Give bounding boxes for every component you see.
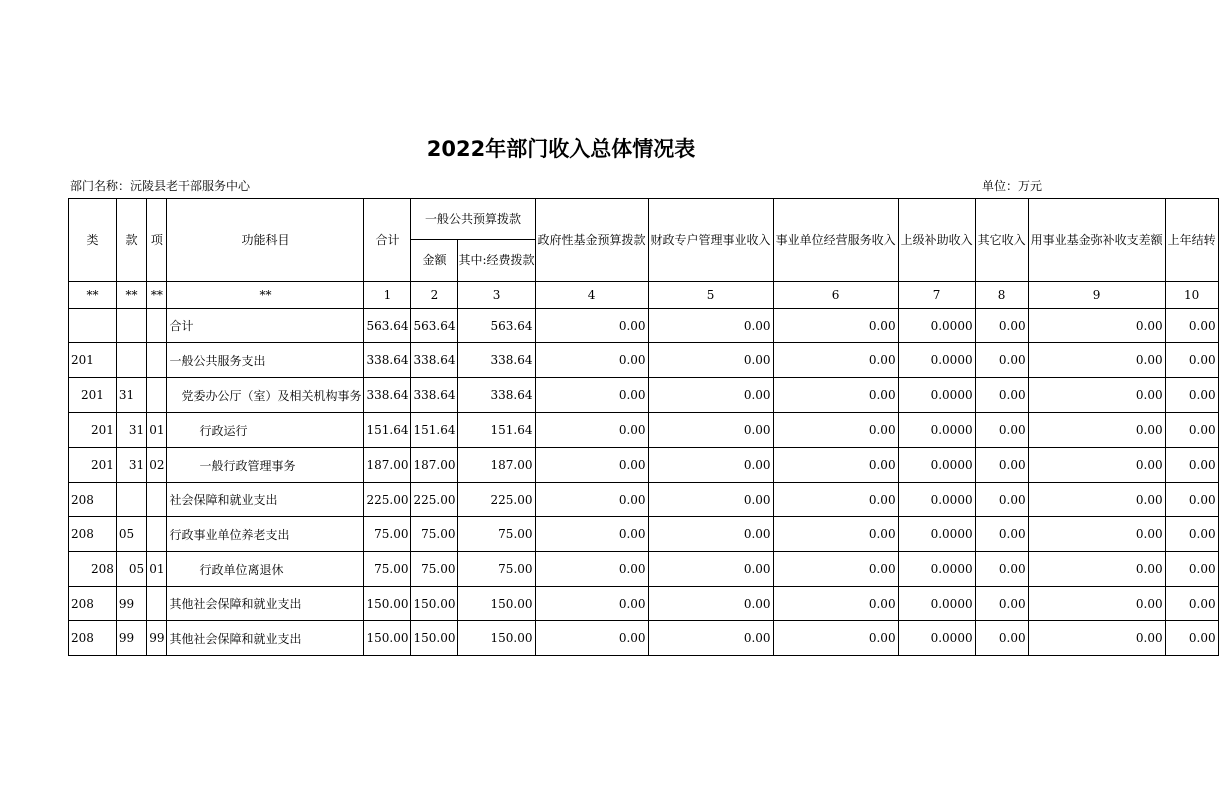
header-row xyxy=(69,199,1219,240)
index-cell: 2 xyxy=(411,282,458,309)
cell-value: 75.00 xyxy=(411,552,458,587)
cell-value: 563.64 xyxy=(364,309,411,343)
cell-value: 338.64 xyxy=(458,378,535,413)
cell-value: 338.64 xyxy=(364,378,411,413)
index-cell: 4 xyxy=(535,282,648,309)
header-higher-subsidy: 上级补助收入 xyxy=(898,199,975,282)
index-cell: ** xyxy=(167,282,364,309)
cell-value: 75.00 xyxy=(411,517,458,552)
cell-value: 563.64 xyxy=(411,309,458,343)
cell-xiang xyxy=(147,378,167,413)
cell-value: 75.00 xyxy=(458,517,535,552)
cell-value: 0.00 xyxy=(1165,552,1218,587)
cell-subject: 行政运行 xyxy=(167,413,364,448)
cell-subject: 行政事业单位养老支出 xyxy=(167,517,364,552)
cell-value: 0.00 xyxy=(1028,517,1165,552)
cell-value: 187.00 xyxy=(411,448,458,483)
cell-value: 225.00 xyxy=(411,483,458,517)
header-operating-income: 事业单位经营服务收入 xyxy=(773,199,898,282)
cell-value: 0.00 xyxy=(648,483,773,517)
cell-value: 0.00 xyxy=(1165,517,1218,552)
cell-value: 0.00 xyxy=(1028,309,1165,343)
cell-value: 0.0000 xyxy=(898,483,975,517)
cell-value: 0.00 xyxy=(1165,587,1218,621)
cell-value: 0.00 xyxy=(975,448,1028,483)
cell-value: 225.00 xyxy=(364,483,411,517)
cell-value: 0.00 xyxy=(648,448,773,483)
cell-value: 0.00 xyxy=(648,587,773,621)
cell-value: 0.00 xyxy=(648,378,773,413)
header-total: 合计 xyxy=(364,199,411,282)
cell-value: 0.00 xyxy=(975,413,1028,448)
cell-value: 0.00 xyxy=(1028,378,1165,413)
header-other-income: 其它收入 xyxy=(975,199,1028,282)
cell-value: 0.00 xyxy=(535,309,648,343)
cell-value: 0.00 xyxy=(1028,413,1165,448)
cell-value: 338.64 xyxy=(458,343,535,378)
header-gov-fund: 政府性基金预算拨款 xyxy=(535,199,648,282)
index-cell: 7 xyxy=(898,282,975,309)
cell-value: 0.00 xyxy=(773,621,898,656)
header-general-budget: 一般公共预算拨款 xyxy=(411,199,535,240)
cell-value: 563.64 xyxy=(458,309,535,343)
table-row xyxy=(69,587,1219,621)
cell-value: 0.00 xyxy=(648,621,773,656)
page-title: 2022年部门收入总体情况表 xyxy=(426,137,696,161)
cell-lei: 201 xyxy=(69,343,117,378)
cell-lei: 208 xyxy=(69,621,117,656)
cell-value: 0.00 xyxy=(535,517,648,552)
cell-value: 0.00 xyxy=(773,483,898,517)
header-kuan: 款 xyxy=(116,199,146,282)
cell-value: 0.00 xyxy=(975,517,1028,552)
cell-value: 0.00 xyxy=(648,343,773,378)
index-cell: 5 xyxy=(648,282,773,309)
cell-value: 0.00 xyxy=(1165,343,1218,378)
cell-value: 0.00 xyxy=(975,343,1028,378)
cell-value: 0.00 xyxy=(975,552,1028,587)
cell-value: 0.00 xyxy=(773,448,898,483)
cell-kuan: 05 xyxy=(116,552,146,587)
cell-value: 0.00 xyxy=(1165,378,1218,413)
cell-value: 0.00 xyxy=(1028,621,1165,656)
index-cell: 3 xyxy=(458,282,535,309)
cell-subject: 其他社会保障和就业支出 xyxy=(167,587,364,621)
cell-value: 0.00 xyxy=(975,587,1028,621)
cell-xiang: 01 xyxy=(147,552,167,587)
cell-value: 0.00 xyxy=(1165,621,1218,656)
cell-lei: 208 xyxy=(69,552,117,587)
cell-value: 150.00 xyxy=(364,587,411,621)
cell-kuan xyxy=(116,483,146,517)
table-row xyxy=(69,483,1219,517)
cell-value: 338.64 xyxy=(364,343,411,378)
cell-xiang xyxy=(147,517,167,552)
cell-value: 187.00 xyxy=(458,448,535,483)
cell-value: 0.00 xyxy=(648,413,773,448)
table-row xyxy=(69,343,1219,378)
cell-value: 0.00 xyxy=(535,343,648,378)
cell-value: 0.00 xyxy=(773,309,898,343)
cell-value: 0.0000 xyxy=(898,378,975,413)
cell-value: 0.0000 xyxy=(898,552,975,587)
cell-value: 0.00 xyxy=(648,309,773,343)
cell-subject: 一般公共服务支出 xyxy=(167,343,364,378)
index-row xyxy=(69,282,1219,309)
table-row xyxy=(69,378,1219,413)
cell-value: 0.0000 xyxy=(898,343,975,378)
cell-lei: 208 xyxy=(69,587,117,621)
cell-subject: 社会保障和就业支出 xyxy=(167,483,364,517)
cell-kuan: 99 xyxy=(116,587,146,621)
cell-subject: 行政单位离退休 xyxy=(167,552,364,587)
cell-value: 151.64 xyxy=(364,413,411,448)
cell-xiang xyxy=(147,587,167,621)
cell-value: 0.00 xyxy=(773,517,898,552)
index-cell: 10 xyxy=(1165,282,1218,309)
cell-subject: 其他社会保障和就业支出 xyxy=(167,621,364,656)
header-lei: 类 xyxy=(69,199,117,282)
cell-value: 0.0000 xyxy=(898,413,975,448)
cell-value: 338.64 xyxy=(411,343,458,378)
cell-value: 0.00 xyxy=(773,413,898,448)
cell-value: 0.00 xyxy=(1028,587,1165,621)
cell-value: 0.00 xyxy=(975,621,1028,656)
index-cell: 6 xyxy=(773,282,898,309)
cell-value: 0.00 xyxy=(773,343,898,378)
cell-value: 0.00 xyxy=(1028,483,1165,517)
table-row xyxy=(69,309,1219,343)
cell-value: 0.00 xyxy=(1028,448,1165,483)
header-special-account: 财政专户管理事业收入 xyxy=(648,199,773,282)
cell-value: 0.0000 xyxy=(898,587,975,621)
cell-lei xyxy=(69,309,117,343)
cell-subject: 党委办公厅（室）及相关机构事务 xyxy=(167,378,364,413)
index-cell: ** xyxy=(147,282,167,309)
cell-value: 0.00 xyxy=(773,587,898,621)
index-cell: 9 xyxy=(1028,282,1165,309)
cell-subject: 合计 xyxy=(167,309,364,343)
cell-value: 150.00 xyxy=(411,621,458,656)
cell-value: 150.00 xyxy=(458,621,535,656)
cell-value: 150.00 xyxy=(458,587,535,621)
cell-value: 0.00 xyxy=(535,448,648,483)
table-row xyxy=(69,621,1219,656)
income-table xyxy=(68,198,1219,656)
cell-value: 0.00 xyxy=(975,378,1028,413)
cell-value: 0.00 xyxy=(773,552,898,587)
table-row xyxy=(69,552,1219,587)
cell-value: 0.0000 xyxy=(898,517,975,552)
header-amount: 金额 xyxy=(411,240,458,282)
cell-value: 0.00 xyxy=(535,483,648,517)
cell-xiang: 99 xyxy=(147,621,167,656)
cell-kuan: 31 xyxy=(116,378,146,413)
table-row xyxy=(69,517,1219,552)
cell-value: 0.00 xyxy=(1165,483,1218,517)
cell-value: 0.0000 xyxy=(898,309,975,343)
unit-label: 单位：万元 xyxy=(981,179,1042,193)
cell-xiang xyxy=(147,343,167,378)
cell-value: 0.00 xyxy=(535,413,648,448)
cell-value: 0.00 xyxy=(975,483,1028,517)
cell-value: 338.64 xyxy=(411,378,458,413)
cell-value: 75.00 xyxy=(458,552,535,587)
header-xiang: 项 xyxy=(147,199,167,282)
cell-value: 75.00 xyxy=(364,517,411,552)
cell-kuan xyxy=(116,343,146,378)
cell-value: 0.00 xyxy=(1165,413,1218,448)
cell-value: 151.64 xyxy=(411,413,458,448)
cell-value: 150.00 xyxy=(411,587,458,621)
cell-xiang xyxy=(147,309,167,343)
index-cell: ** xyxy=(116,282,146,309)
cell-kuan: 99 xyxy=(116,621,146,656)
cell-value: 150.00 xyxy=(364,621,411,656)
cell-lei: 208 xyxy=(69,483,117,517)
header-of-which: 其中:经费拨款 xyxy=(458,240,535,282)
cell-value: 0.00 xyxy=(648,517,773,552)
cell-value: 0.00 xyxy=(1028,343,1165,378)
header-subject: 功能科目 xyxy=(167,199,364,282)
department-name: 部门名称：沅陵县老干部服务中心 xyxy=(70,179,251,193)
cell-kuan xyxy=(116,309,146,343)
header-reserve-fund: 用事业基金弥补收支差额 xyxy=(1028,199,1165,282)
cell-xiang: 01 xyxy=(147,413,167,448)
cell-kuan: 31 xyxy=(116,413,146,448)
cell-kuan: 05 xyxy=(116,517,146,552)
cell-value: 0.0000 xyxy=(898,621,975,656)
cell-value: 0.00 xyxy=(1165,309,1218,343)
cell-value: 0.00 xyxy=(535,378,648,413)
cell-value: 0.00 xyxy=(975,309,1028,343)
cell-xiang: 02 xyxy=(147,448,167,483)
cell-value: 0.0000 xyxy=(898,448,975,483)
cell-xiang xyxy=(147,483,167,517)
cell-kuan: 31 xyxy=(116,448,146,483)
cell-value: 0.00 xyxy=(535,587,648,621)
cell-lei: 208 xyxy=(69,517,117,552)
index-cell: 1 xyxy=(364,282,411,309)
cell-value: 151.64 xyxy=(458,413,535,448)
cell-value: 0.00 xyxy=(535,621,648,656)
header-carryover: 上年结转 xyxy=(1165,199,1218,282)
cell-subject: 一般行政管理事务 xyxy=(167,448,364,483)
cell-value: 75.00 xyxy=(364,552,411,587)
cell-value: 0.00 xyxy=(1028,552,1165,587)
table-row xyxy=(69,448,1219,483)
cell-lei: 201 xyxy=(69,378,117,413)
cell-value: 0.00 xyxy=(1165,448,1218,483)
table-row xyxy=(69,413,1219,448)
cell-lei: 201 xyxy=(69,413,117,448)
cell-value: 0.00 xyxy=(648,552,773,587)
index-cell: ** xyxy=(69,282,117,309)
cell-value: 0.00 xyxy=(535,552,648,587)
cell-value: 0.00 xyxy=(773,378,898,413)
cell-value: 225.00 xyxy=(458,483,535,517)
cell-value: 187.00 xyxy=(364,448,411,483)
index-cell: 8 xyxy=(975,282,1028,309)
cell-lei: 201 xyxy=(69,448,117,483)
